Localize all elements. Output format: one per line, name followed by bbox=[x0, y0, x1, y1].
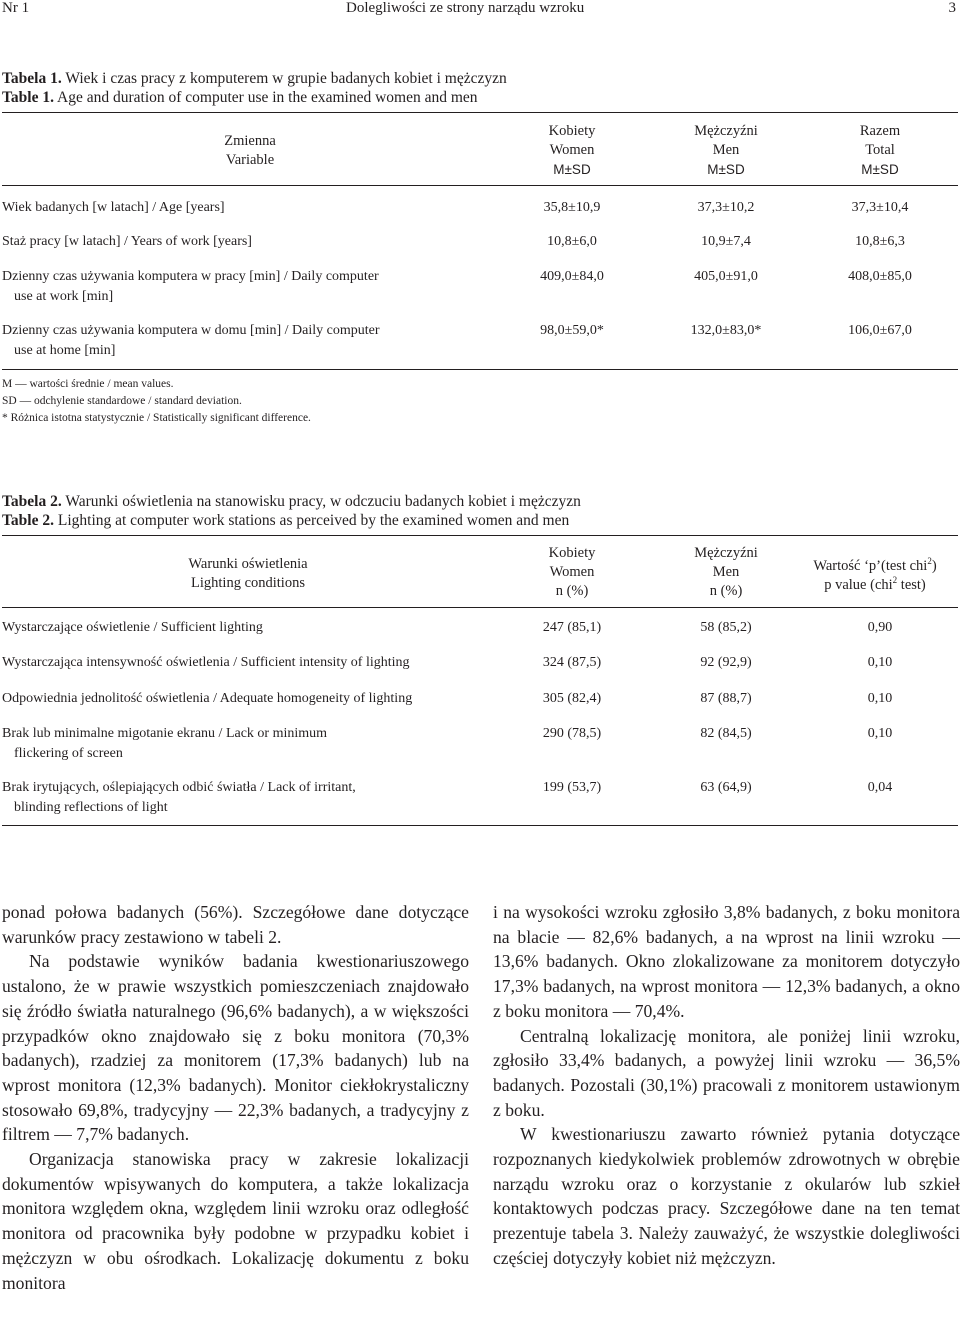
row-label-line: Brak lub minimalne migotanie ekranu / Lack or minimum bbox=[2, 726, 328, 741]
body-column-left bbox=[2, 900, 469, 1295]
row-label bbox=[2, 618, 263, 638]
row-label bbox=[2, 778, 356, 818]
paragraph: Centralną lokalizację monitora, ale poniżej linii wzroku, zgłosiło 33,4% badanych, a powyżej linii wzroku — 36,5% badanych. Pozostali (30,1%) pracowali z monitorem ustawionym z boku. bbox=[493, 1025, 960, 1120]
row-label-line: Wiek badanych [w latach] / Age [years] bbox=[2, 200, 225, 215]
header-total-pl: Razem bbox=[859, 123, 901, 139]
cell-men: 58 (85,2) bbox=[700, 620, 752, 635]
header-pvalue-pl bbox=[790, 557, 960, 576]
cell-pvalue: 0,90 bbox=[867, 620, 893, 635]
row-label bbox=[2, 198, 225, 218]
table2-header-women bbox=[492, 544, 652, 601]
issue-number: Nr 1 bbox=[2, 0, 30, 16]
cell-pvalue: 0,10 bbox=[867, 655, 893, 670]
table2-header-rule bbox=[2, 607, 958, 608]
row-label-line: flickering of screen bbox=[14, 746, 123, 761]
header-variable-pl: Zmienna bbox=[224, 133, 276, 149]
cell-men: 405,0±91,0 bbox=[694, 269, 758, 284]
table1-caption-pl-label: Tabela 1. bbox=[2, 70, 62, 87]
body-column-right bbox=[493, 900, 960, 1271]
table1-header-rule bbox=[2, 185, 958, 186]
table2-header-men bbox=[646, 544, 806, 601]
cell-pvalue: 0,10 bbox=[867, 726, 893, 741]
header-men-pl: Mężczyźni bbox=[694, 123, 758, 139]
header-conditions-en: Lighting conditions bbox=[191, 575, 305, 591]
cell-pvalue: 0,10 bbox=[867, 691, 893, 706]
row-label bbox=[2, 653, 410, 673]
row-label-line: Dzienny czas używania komputera w domu [min] / Daily computer bbox=[2, 323, 380, 338]
header-men-en: Men bbox=[712, 142, 740, 158]
cell-men: 82 (84,5) bbox=[700, 726, 752, 741]
paragraph: ponad połowa badanych (56%). Szczegółowe dane dotyczące warunków pracy zestawiono w tabeli 2. bbox=[2, 902, 469, 947]
cell-women: 247 (85,1) bbox=[542, 620, 602, 635]
row-label-line: Staż pracy [w latach] / Years of work [years] bbox=[2, 234, 252, 249]
running-title: Dolegliwości ze strony narządu wzroku bbox=[346, 0, 585, 16]
table2-caption-en-text: Lighting at computer work stations as perceived by the examined women and men bbox=[57, 512, 570, 529]
row-label-line: Odpowiednia jednolitość oświetlenia / Adequate homogeneity of lighting bbox=[2, 691, 413, 706]
header-pvalue-pl-text: Wartość ‘p’(test chi bbox=[813, 558, 928, 574]
header-total-en: Total bbox=[865, 142, 895, 158]
row-label bbox=[2, 232, 252, 252]
row-label-line: Dzienny czas używania komputera w pracy [min] / Daily computer bbox=[2, 269, 379, 284]
cell-women: 290 (78,5) bbox=[542, 726, 602, 741]
cell-women: 409,0±84,0 bbox=[540, 269, 604, 284]
header-total-stat: M±SD bbox=[861, 162, 899, 177]
header-pvalue-pl-end: ) bbox=[931, 558, 937, 574]
header-pvalue-en bbox=[790, 576, 960, 595]
table1-caption bbox=[2, 69, 507, 107]
cell-men: 87 (88,7) bbox=[700, 691, 752, 706]
header-women-pl: Kobiety bbox=[548, 123, 596, 139]
header-pvalue-en-text: p value (chi bbox=[824, 577, 893, 593]
cell-women: 98,0±59,0* bbox=[540, 323, 604, 338]
table1-caption-en bbox=[2, 88, 507, 107]
cell-men: 132,0±83,0* bbox=[690, 323, 762, 338]
cell-men: 92 (92,9) bbox=[700, 655, 752, 670]
table2-header-conditions bbox=[148, 555, 348, 593]
row-label-line: Wystarczająca intensywność oświetlenia / Sufficient intensity of lighting bbox=[2, 655, 410, 670]
header-pvalue-en-sup: 2 bbox=[892, 575, 898, 586]
header-men-stat: n (%) bbox=[709, 583, 743, 599]
header-variable-en: Variable bbox=[225, 152, 275, 168]
paragraph: W kwestionariuszu zawarto również pytania dotyczące rozpoznanych kiedykolwiek problemów zdrowotnych w obrębie narządu wzroku oraz o korzystanie z okularów lub szkieł kontaktowych podczas pracy. Szczegółowe dane na ten temat prezentuje tabela 3. Należy zauważyć, że wszystkie dolegliwości częściej dotyczyły kobiet niż mężczyzn. bbox=[493, 1124, 960, 1268]
cell-women: 35,8±10,9 bbox=[543, 200, 601, 215]
table2-caption-en-label: Table 2. bbox=[2, 512, 54, 529]
header-women-pl: Kobiety bbox=[548, 545, 596, 561]
header-conditions-pl: Warunki oświetlenia bbox=[188, 556, 308, 572]
header-men-en: Men bbox=[712, 564, 740, 580]
row-label-line: Wystarczające oświetlenie / Sufficient lighting bbox=[2, 620, 263, 635]
table1-caption-pl bbox=[2, 69, 507, 88]
header-women-en: Women bbox=[549, 142, 595, 158]
table1-caption-en-text: Age and duration of computer use in the examined women and men bbox=[57, 89, 478, 106]
row-label-line: use at work [min] bbox=[14, 289, 114, 304]
header-women-stat: n (%) bbox=[555, 583, 589, 599]
table1-header-women bbox=[492, 122, 652, 179]
header-pvalue-en-end: test) bbox=[897, 577, 926, 593]
table1-header-total bbox=[800, 122, 960, 179]
header-women-stat: M±SD bbox=[553, 162, 591, 177]
table1-bottom-rule bbox=[2, 369, 958, 370]
header-men-pl: Mężczyźni bbox=[694, 545, 758, 561]
paragraph: Organizacja stanowiska pracy w zakresie lokalizacji dokumentów wpisywanych do komputera, a także lokalizacja monitora względem okna, względem linii wzroku oraz odległość monitora od pracownika były podobne w przypadku kobiet i mężczyzn w obu ośrodkach. Lokalizację dokumentu z boku monitora bbox=[2, 1149, 469, 1293]
row-label bbox=[2, 267, 379, 307]
paragraph: Na podstawie wyników badania kwestionariuszowego ustalono, że w prawie wszystkich pomieszczeniach znajdowało się źródło światła naturalnego (96,6% badanych), a w większości przypadków okno znajdowało się z boku monitora (70,3% badanych), rzadziej za monitorem (17,3% badanych) lub na wprost monitora (12,3% badanych). Monitor ciekłokrystaliczny stosowało 69,8%, tradycyjny — 22,3% badanych, a tradycyjny z filtrem — 7,7% badanych. bbox=[2, 951, 469, 1145]
cell-women: 324 (87,5) bbox=[542, 655, 602, 670]
table1-caption-pl-text: Wiek i czas pracy z komputerem w grupie badanych kobiet i mężczyzn bbox=[65, 70, 507, 87]
cell-men: 63 (64,9) bbox=[700, 780, 752, 795]
table2-caption-pl-label: Tabela 2. bbox=[2, 493, 62, 510]
cell-women: 199 (53,7) bbox=[542, 780, 602, 795]
note-line: SD — odchylenie standardowe / standard deviation. bbox=[2, 395, 242, 407]
cell-total: 37,3±10,4 bbox=[851, 200, 909, 215]
page-number: 3 bbox=[948, 0, 956, 16]
table2-header-pvalue bbox=[790, 557, 960, 595]
table2-caption-pl-text: Warunki oświetlenia na stanowisku pracy, w odczuciu badanych kobiet i mężczyzn bbox=[65, 493, 581, 510]
header-women-en: Women bbox=[549, 564, 595, 580]
table1-top-rule bbox=[2, 112, 958, 113]
cell-women: 305 (82,4) bbox=[542, 691, 602, 706]
note-line: * Różnica istotna statystycznie / Statistically significant difference. bbox=[2, 412, 311, 424]
cell-men: 10,9±7,4 bbox=[701, 234, 751, 249]
table2-caption-pl bbox=[2, 492, 581, 511]
cell-women: 10,8±6,0 bbox=[547, 234, 597, 249]
row-label bbox=[2, 724, 327, 764]
row-label-line: use at home [min] bbox=[14, 343, 116, 358]
table2-caption-en bbox=[2, 511, 581, 530]
cell-pvalue: 0,04 bbox=[867, 780, 893, 795]
paragraph: i na wysokości wzroku zgłosiło 3,8% badanych, z boku monitora na blacie — 82,6% badanych, a na wprost na linii wzroku — 13,6% badanych. Okno zlokalizowane za monitorem dotyczyło 17,3% badanych, na wprost monitora — 12,3% badanych, a okno z boku monitora — 70,4%. bbox=[493, 902, 960, 1021]
header-men-stat: M±SD bbox=[707, 162, 745, 177]
cell-men: 37,3±10,2 bbox=[697, 200, 755, 215]
header-pvalue-pl-sup: 2 bbox=[927, 556, 932, 567]
table1-caption-en-label: Table 1. bbox=[2, 89, 54, 106]
cell-total: 106,0±67,0 bbox=[848, 323, 912, 338]
cell-total: 10,8±6,3 bbox=[855, 234, 905, 249]
table1-header-men bbox=[646, 122, 806, 179]
table1-notes bbox=[2, 376, 311, 427]
table2-top-rule bbox=[2, 535, 958, 536]
table2-caption bbox=[2, 492, 581, 530]
cell-total: 408,0±85,0 bbox=[848, 269, 912, 284]
row-label bbox=[2, 321, 380, 361]
table1-header-variable bbox=[170, 132, 330, 170]
note-line: M — wartości średnie / mean values. bbox=[2, 378, 174, 390]
table2-bottom-rule bbox=[2, 825, 958, 826]
row-label bbox=[2, 689, 412, 709]
row-label-line: blinding reflections of light bbox=[14, 800, 168, 815]
row-label-line: Brak irytujących, oślepiających odbić światła / Lack of irritant, bbox=[2, 780, 356, 795]
running-header bbox=[0, 0, 960, 20]
